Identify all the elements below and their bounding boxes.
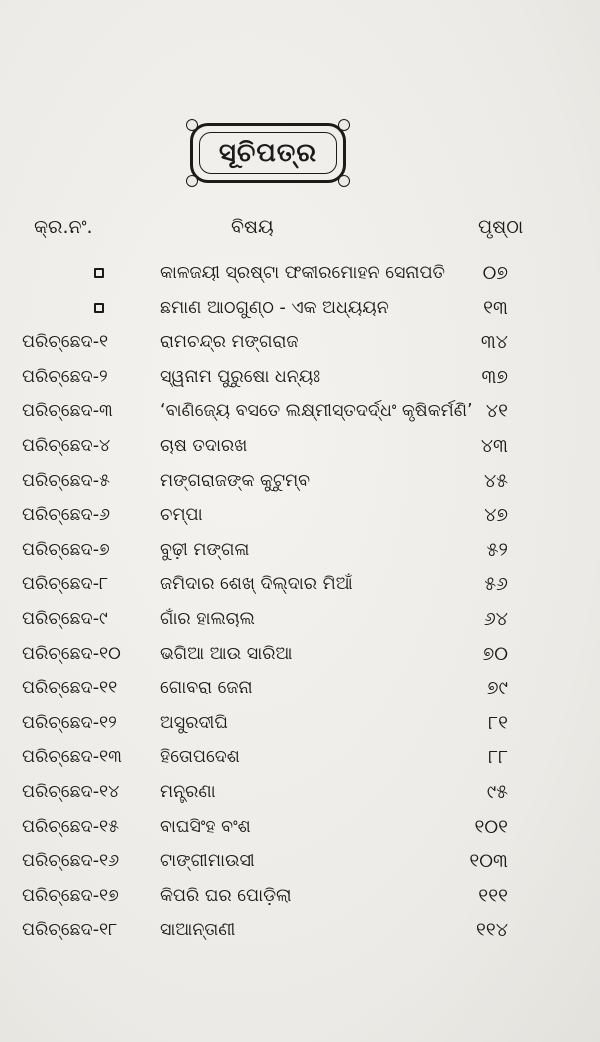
chapter-title: ଭଗିଆ ଆଉ ସାରିଆ xyxy=(160,643,293,664)
toc-row xyxy=(0,260,600,294)
toc-row xyxy=(0,433,600,467)
chapter-number: ପରିଚ୍ଛେଦ-୫ xyxy=(22,470,110,491)
toc-row xyxy=(0,675,600,709)
chapter-title: କିପରି ଘର ପୋଡ଼ିଲା xyxy=(160,885,292,906)
chapter-number: ପରିଚ୍ଛେଦ-୧୨ xyxy=(22,712,117,733)
chapter-number: ପରିଚ୍ଛେଦ-୧୩ xyxy=(22,747,122,768)
chapter-number: ପରିଚ୍ଛେଦ-୨ xyxy=(22,366,108,387)
column-header-serial: କ୍ର.ନଂ. xyxy=(34,216,93,238)
toc-row xyxy=(0,848,600,882)
toc-row xyxy=(0,883,600,917)
chapter-number: ପରିଚ୍ଛେଦ-୧ xyxy=(22,332,109,353)
toc-row xyxy=(0,398,600,432)
chapter-number: ପରିଚ୍ଛେଦ-୩ xyxy=(22,401,113,422)
page-number: ୩୭ xyxy=(481,365,508,388)
page-number: ୯୫ xyxy=(486,781,508,803)
toc-row xyxy=(0,779,600,813)
chapter-number: ପରିଚ୍ଛେଦ-୧୪ xyxy=(22,782,120,802)
chapter-title: ଗୋବରା ଜେନା xyxy=(160,678,253,699)
page-number: ୧୧୧ xyxy=(478,884,508,907)
page-number: ୦୭ xyxy=(482,262,508,284)
chapter-title: ଚାଷ ତଦାରଖ xyxy=(160,436,248,456)
chapter-title: ରାମଚନ୍ଦ୍ର ମଙ୍ଗରାଜ xyxy=(160,332,299,353)
toc-row xyxy=(0,917,600,951)
page-number: ୪୩ xyxy=(480,435,508,457)
page-number: ୮୮ xyxy=(488,746,508,769)
chapter-title: କାଳଜୟୀ ସ୍ରଷ୍ଟା ଫକୀରମୋହନ ସେନାପତି xyxy=(160,263,446,283)
column-header-page: ପୃଷ୍ଠା xyxy=(478,216,524,238)
chapter-number: ପରିଚ୍ଛେଦ-୧୫ xyxy=(22,816,120,837)
chapter-title: ଅସୁରଦୀଘି xyxy=(160,712,228,733)
column-header-subject: ବିଷୟ xyxy=(231,216,274,238)
chapter-title: ଛମାଣ ଆଠଗୁଣ୍ଠ - ଏକ ଅଧ୍ୟୟନ xyxy=(160,297,389,318)
chapter-title: ବାଘସିଂହ ବଂଶ xyxy=(160,816,251,837)
frame-ornament xyxy=(186,175,198,187)
page-number: ୩୪ xyxy=(480,331,508,354)
chapter-title: ଗାଁର ହାଲଚାଲ xyxy=(160,609,255,629)
title-frame xyxy=(190,123,346,183)
chapter-number: ପରିଚ୍ଛେଦ-୧୮ xyxy=(22,920,118,941)
page-number: ୪୭ xyxy=(484,504,508,527)
frame-ornament xyxy=(338,175,350,187)
chapter-number: ପରିଚ୍ଛେଦ-୧୭ xyxy=(22,885,119,906)
toc-row xyxy=(0,468,600,502)
chapter-title: ମନ୍ତ୍ରଣା xyxy=(160,782,216,802)
toc-row xyxy=(0,710,600,744)
page-number: ୭୯ xyxy=(486,677,508,700)
toc-row xyxy=(0,329,600,363)
chapter-title: ହିତୋପଦେଶ xyxy=(160,747,240,768)
chapter-number: ପରିଚ୍ଛେଦ-୪ xyxy=(22,436,111,456)
chapter-title: ମଙ୍ଗରାଜଙ୍କ କୁଟୁମ୍ବ xyxy=(160,470,311,491)
chapter-title: ସାଆନ୍ତାଣୀ xyxy=(160,920,236,941)
chapter-number: ପରିଚ୍ଛେଦ-୬ xyxy=(22,505,111,526)
chapter-title: ବୁଢ଼ୀ ମଙ୍ଗଳା xyxy=(160,539,250,560)
page-number: ୪୫ xyxy=(483,469,508,492)
chapter-number: ପରିଚ୍ଛେଦ-୯ xyxy=(22,609,108,629)
toc-row xyxy=(0,364,600,398)
frame-ornament xyxy=(186,119,198,131)
toc-row xyxy=(0,814,600,848)
page-number: ୬୪ xyxy=(483,608,508,630)
chapter-number: ପରିଚ୍ଛେଦ-୧୦ xyxy=(22,643,121,664)
page-number: ୭୦ xyxy=(482,642,508,665)
chapter-title: ଟାଙ୍ଗୀମାଉସୀ xyxy=(160,851,255,872)
page-number: ୫୬ xyxy=(484,573,508,596)
chapter-title: ସ୍ୱନାମ ପୁରୁଷୋ ଧନ୍ୟଃ xyxy=(160,366,321,387)
chapter-number: ପରିଚ୍ଛେଦ-୧୬ xyxy=(22,851,120,872)
page-number: ୮୧ xyxy=(488,711,508,734)
page-number: ୧୧୪ xyxy=(476,919,508,942)
toc-row xyxy=(0,502,600,536)
toc-row xyxy=(0,295,600,329)
title-frame-inner xyxy=(199,132,337,174)
page-number: ୪୧ xyxy=(485,400,508,423)
chapter-number: ପରିଚ୍ଛେଦ-୮ xyxy=(22,574,109,595)
chapter-title: ଚମ୍ପା xyxy=(160,505,203,526)
chapter-number: ପରିଚ୍ଛେଦ-୧୧ xyxy=(22,678,118,699)
toc-row xyxy=(0,537,600,571)
chapter-number: ପରିଚ୍ଛେଦ-୭ xyxy=(22,539,110,560)
chapter-title: ‘ବାଣିଜ୍ୟେ ବସତେ ଲକ୍ଷ୍ମୀସ୍ତଦର୍ଦ୍ଧଂ କୃଷିକର୍ମଣି’ xyxy=(160,401,473,422)
toc-row xyxy=(0,571,600,605)
toc-row xyxy=(0,744,600,778)
chapter-title: ଜମିଦାର ଶେଖ୍ ଦିଲ୍‌ଦାର ମିଆଁ xyxy=(160,574,353,595)
page-number: ୧୦୧ xyxy=(474,815,508,838)
page-number: ୫୨ xyxy=(486,538,508,561)
bullet-square-icon xyxy=(94,303,104,313)
toc-row xyxy=(0,606,600,640)
page-number: ୧୩ xyxy=(483,296,508,319)
toc-row xyxy=(0,641,600,675)
page-title: ସୂଚିପତ୍ର xyxy=(218,137,318,168)
bullet-square-icon xyxy=(94,268,104,278)
frame-ornament xyxy=(338,119,350,131)
page-number: ୧୦୩ xyxy=(469,850,508,873)
